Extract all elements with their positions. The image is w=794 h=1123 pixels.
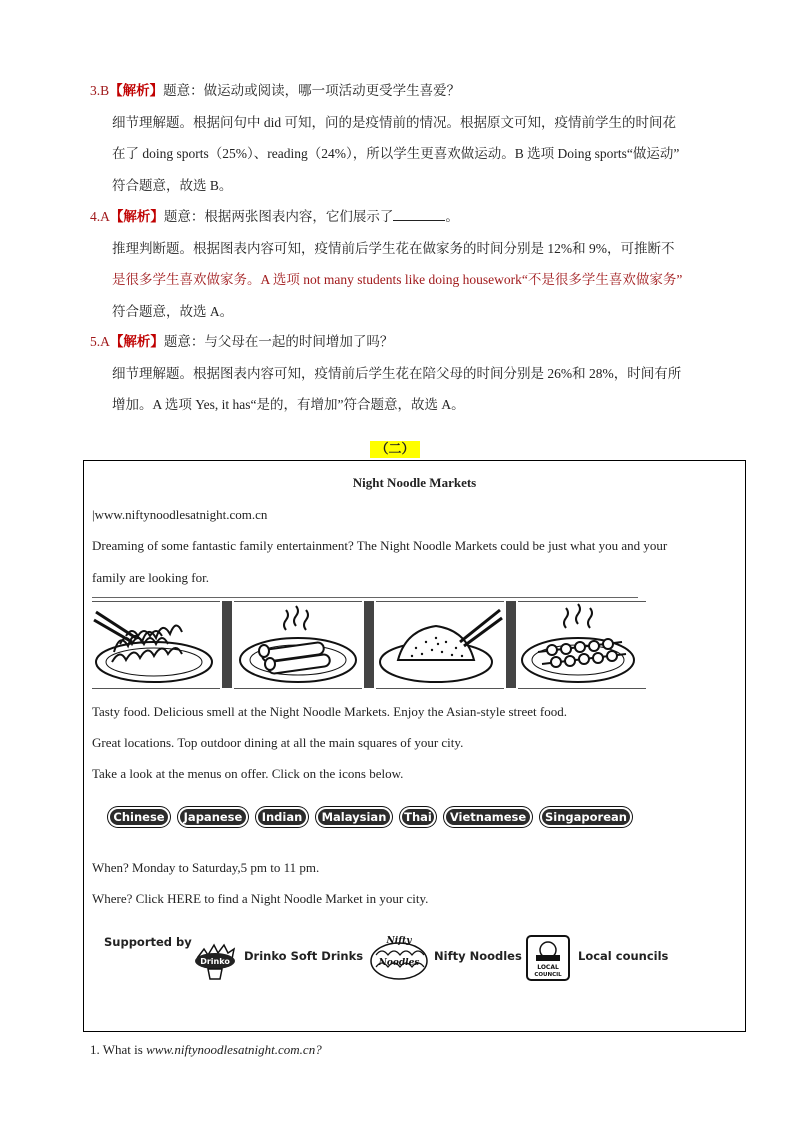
- answer-line: 符合题意，故选 B。: [112, 177, 233, 193]
- svg-text:Nifty: Nifty: [386, 936, 412, 946]
- nifty-noodles-logo-icon: [368, 931, 430, 983]
- analysis-tag: 【解析】: [109, 334, 164, 349]
- supported-by-label: Supported by: [104, 935, 192, 949]
- divider-bar: [506, 601, 516, 688]
- answer-5-header: [90, 326, 730, 358]
- answer-question: 题意：根据两张图表内容，它们展示了: [163, 209, 394, 224]
- answer-number: 4.A: [90, 209, 110, 224]
- article-url[interactable]: |www.niftynoodlesatnight.com.cn: [92, 507, 268, 522]
- cuisine-button-vietnamese[interactable]: Vietnamese: [444, 807, 532, 827]
- cuisine-button-malaysian[interactable]: Malaysian: [316, 807, 392, 827]
- answer-line: 符合题意，故选 A。: [112, 303, 234, 319]
- answer-question-end: 。: [445, 209, 459, 224]
- question-prefix: 1. What is: [90, 1042, 147, 1057]
- local-council-logo-icon: [526, 935, 570, 981]
- fill-blank: [393, 206, 445, 221]
- answer-line-text: 推理判断题。根据图表内容可知，疫情前后学生花在做家务的时间分别是 12%和 9%，可推断不: [112, 240, 675, 256]
- svg-text:Noodles: Noodles: [378, 958, 420, 968]
- sponsors-row: [104, 931, 704, 995]
- answer-line: 细节理解题。根据问句中 did 可知，问的是疫情前的情况。根据原文可知，疫情前学生的时间花: [112, 114, 676, 130]
- question-1: [90, 1042, 322, 1058]
- when-line: When? Monday to Saturday,5 pm to 11 pm.: [92, 860, 320, 875]
- section-label: （二）: [370, 441, 420, 458]
- answer-4: [90, 201, 730, 327]
- answer-line: 增加。A 选项 Yes, it has“是的，有增加”符合题意，故选 A。: [112, 397, 465, 412]
- paragraph-food: Tasty food. Delicious smell at the Night Noodle Markets. Enjoy the Asian-style street food.: [92, 704, 567, 719]
- drinko-logo-icon: [190, 935, 240, 981]
- svg-text:Drinko: Drinko: [200, 957, 230, 966]
- svg-text:COUNCIL: COUNCIL: [534, 972, 562, 978]
- cuisine-button-singaporean[interactable]: Singaporean: [540, 807, 632, 827]
- cuisine-button-thai[interactable]: Thai: [400, 807, 436, 827]
- answer-3: [90, 75, 730, 201]
- answer-line: 是很多学生喜欢做家务。A 选项 not many students like doing housework“不是很多学生喜欢做家务”: [112, 272, 683, 287]
- food-image-strip: [92, 597, 638, 689]
- where-line[interactable]: Where? Click HERE to find a Night Noodle Market in your city.: [92, 891, 429, 906]
- sponsor-name-local-councils: Local councils: [578, 949, 669, 963]
- sponsor-name-drinko: Drinko Soft Drinks: [244, 949, 364, 963]
- svg-text:LOCAL: LOCAL: [537, 964, 559, 971]
- paragraph-menus: Take a look at the menus on offer. Click on the icons below.: [92, 766, 404, 781]
- intro-line-2: family are looking for.: [92, 570, 209, 585]
- divider-bar: [222, 601, 232, 688]
- cuisine-button-indian[interactable]: Indian: [256, 807, 308, 827]
- noodles-icon: [92, 601, 220, 689]
- answer-5: [90, 326, 730, 421]
- analysis-tag: 【解析】: [109, 83, 164, 98]
- answer-question: 题意：做运动或阅读，哪一项活动更受学生喜爱？: [163, 83, 461, 98]
- sponsor-name-nifty-noodles: Nifty Noodles: [434, 949, 522, 963]
- rice-icon: [376, 601, 504, 689]
- skewers-icon: [518, 601, 646, 689]
- divider-bar: [364, 601, 374, 688]
- article-box: [83, 460, 746, 1032]
- answer-number: 3.B: [90, 83, 110, 98]
- question-url: www.niftynoodlesatnight.com.cn?: [146, 1042, 322, 1057]
- cuisine-button-japanese[interactable]: Japanese: [178, 807, 248, 827]
- answer-line: [90, 233, 730, 265]
- answer-4-header: [90, 201, 730, 233]
- paragraph-locations: Great locations. Top outdoor dining at all the main squares of your city.: [92, 735, 464, 750]
- cuisine-button-chinese[interactable]: Chinese: [108, 807, 170, 827]
- analysis-tag: 【解析】: [109, 209, 164, 224]
- answer-3-header: [90, 75, 730, 107]
- spring-rolls-icon: [234, 601, 362, 689]
- answer-line: 在了 doing sports（25%）、reading（24%），所以学生更喜欢做运动。B 选项 Doing sports“做运动”: [112, 146, 680, 161]
- answer-number: 5.A: [90, 334, 110, 349]
- article-title: Night Noodle Markets: [352, 475, 477, 490]
- intro-line-1: Dreaming of some fantastic family entertainment? The Night Noodle Markets could be just what you and your: [92, 538, 668, 553]
- answer-line: 细节理解题。根据图表内容可知，疫情前后学生花在陪父母的时间分别是 26%和 28%，时间有所: [112, 365, 682, 381]
- answer-question: 题意：与父母在一起的时间增加了吗？: [163, 334, 394, 349]
